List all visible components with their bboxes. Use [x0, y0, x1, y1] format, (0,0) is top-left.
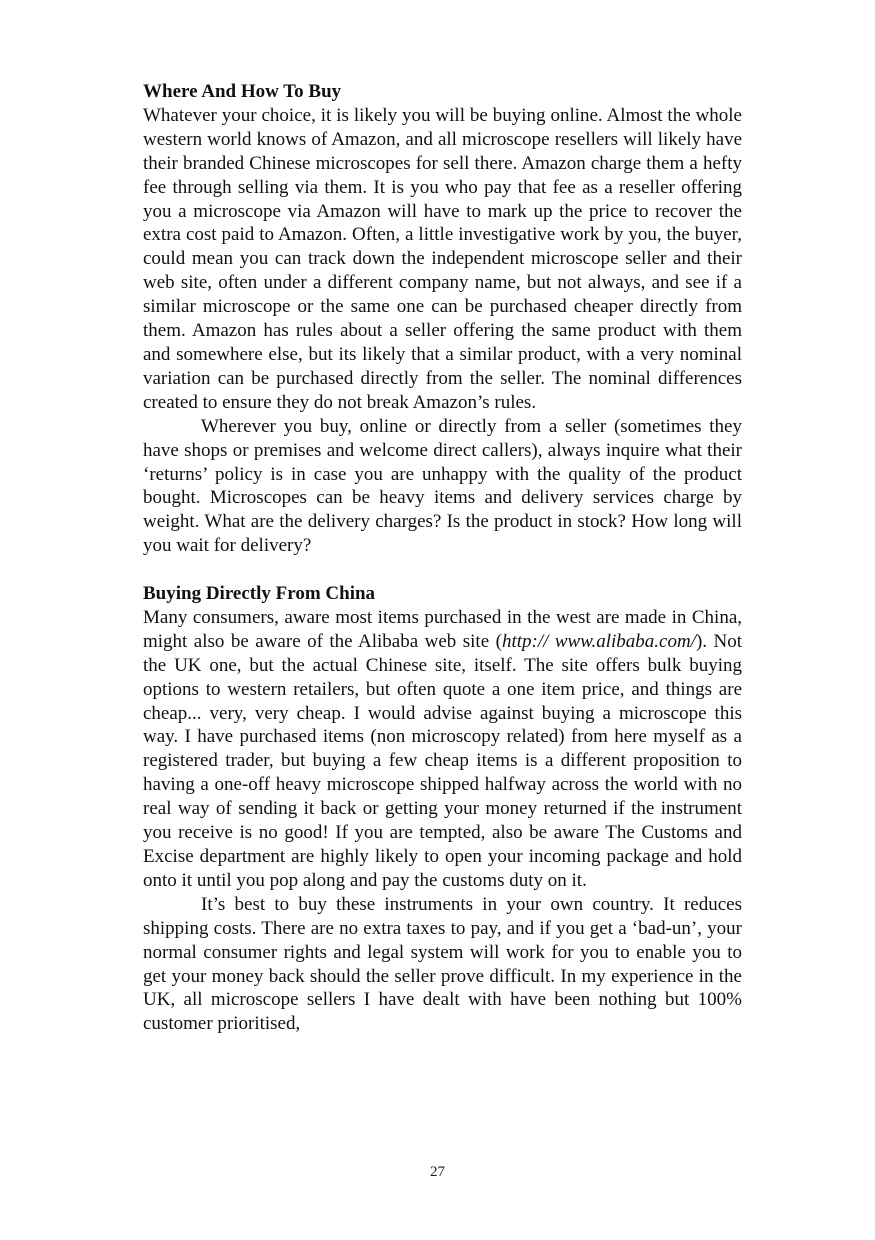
section-spacer: [143, 558, 742, 582]
paragraph-alibaba: [143, 606, 742, 893]
paragraph-returns-policy: Wherever you buy, online or directly from a seller (sometimes they have shops or premises and welcome direct callers), always inquire what their ‘returns’ policy is in case you are unhappy with the quality of the product bought. Microscopes can be heavy items and delivery services charge by weight. What are the delivery charges? Is the product in stock? How long will you wait for delivery?: [143, 415, 742, 557]
paragraph-alibaba-text-before-link: Many consumers, aware most items purchased in the west are made in China, might also be aware of the Alibaba web site (: [143, 606, 742, 652]
page-number: 27: [430, 1164, 445, 1180]
alibaba-url: http:// www.alibaba.com/: [501, 630, 696, 652]
page-body: [143, 80, 742, 1036]
paragraph-buy-locally: It’s best to buy these instruments in your own country. It reduces shipping costs. There are no extra taxes to pay, and if you get a ‘bad-un’, your normal consumer rights and legal system will work for you to enable you to get your money back should the seller prove difficult. In my experience in the UK, all microscope sellers I have dealt with have been nothing but 100% customer prioritised,: [143, 893, 742, 1035]
paragraph-amazon: Whatever your choice, it is likely you will be buying online. Almost the whole western world knows of Amazon, and all microscope resellers will likely have their branded Chinese microscopes for sell there. Amazon charge them a hefty fee through selling via them. It is you who pay that fee as a reseller offering you a microscope via Amazon will have to mark up the price to recover the extra cost paid to Amazon. Often, a little investigative work by you, the buyer, could mean you can track down the independent microscope seller and their web site, often under a different company name, but not always, and see if a similar microscope or the same one can be purchased cheaper directly from them. Amazon has rules about a seller offering the same product with them and somewhere else, but its likely that a similar product, with a very nominal variation can be purchased directly from the seller. The nominal differences created to ensure they do not break Amazon’s rules.: [143, 104, 742, 413]
section-heading-buying-directly-from-china: Buying Directly From China: [143, 583, 376, 605]
section-heading-where-and-how-to-buy: Where And How To Buy: [143, 81, 342, 102]
paragraph-alibaba-text-after-link: ). Not the UK one, but the actual Chinese site, itself. The site offers bulk buying options to western retailers, but often quote a one item price, and things are cheap... very, very cheap. I would advise against buying a microscope this way. I have purchased items (non microscopy related) from here myself as a registered trader, but buying a few cheap items is a different proposition to having a one-off heavy microscope shipped halfway across the world with no real way of sending it back or getting your money returned if the instrument you receive is no good! If you are tempted, also be aware The Customs and Excise department are highly likely to open your incoming package and hold onto it until you pop along and pay the customs duty on it.: [143, 630, 742, 891]
